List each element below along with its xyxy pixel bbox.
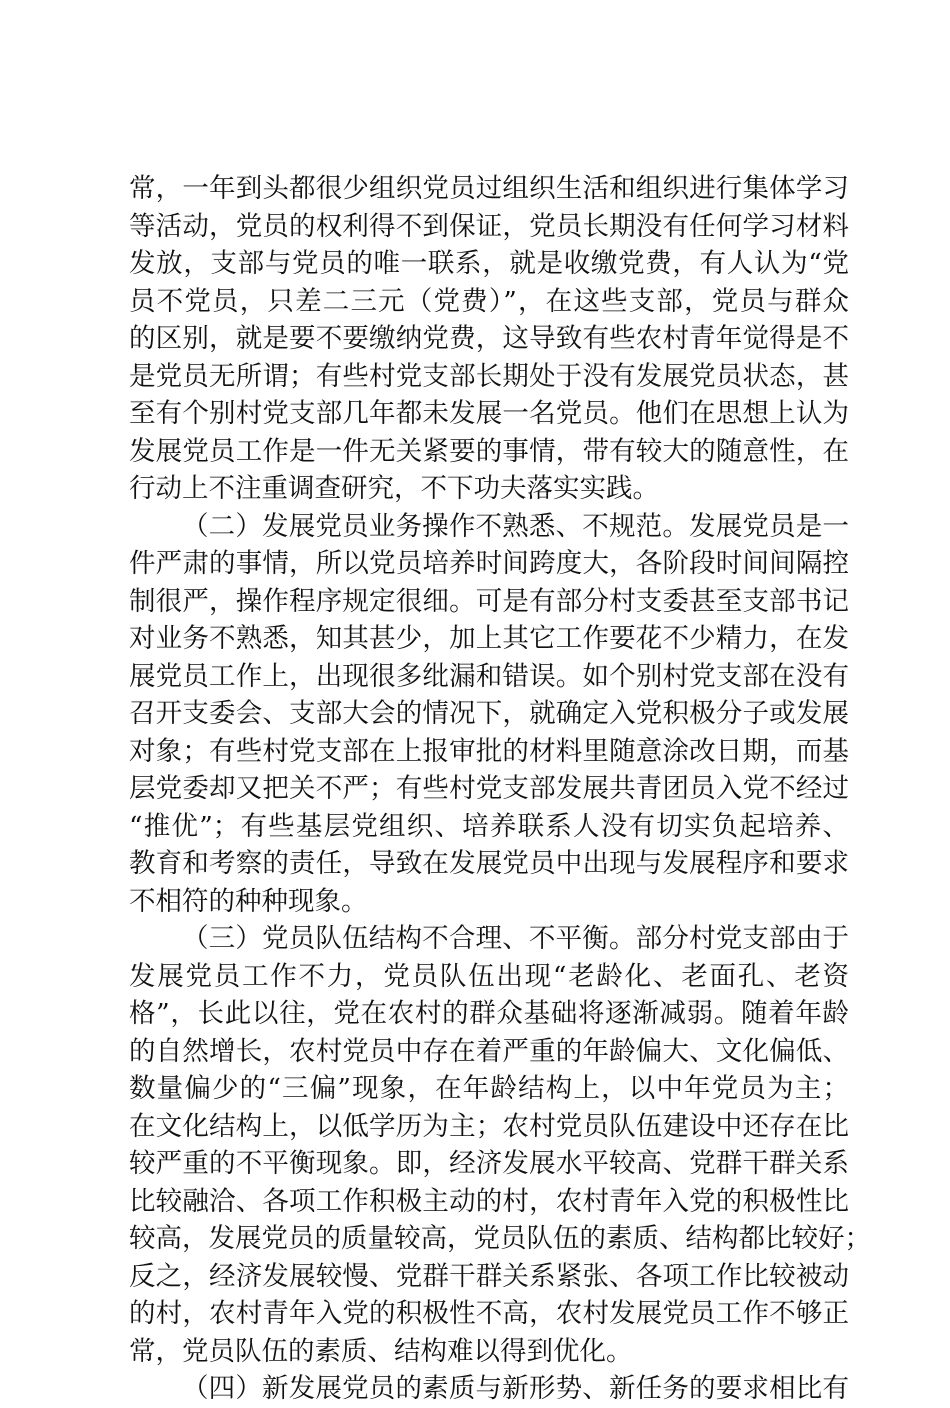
text-line: 发展党员工作是一件无关紧要的事情，带有较大的随意性，在	[129, 435, 849, 467]
text-line: 的村，农村青年入党的积极性不高，农村发展党员工作不够正	[129, 1298, 849, 1329]
text-line: 召开支委会、支部大会的情况下，就确定入党积极分子或发展	[129, 698, 849, 729]
text-line: 比较融洽、各项工作积极主动的村，农村青年入党的积极性比	[129, 1185, 849, 1217]
text-line: 员不党员，只差二三元（党费）”，在这些支部，党员与群众	[129, 285, 849, 317]
text-line: 常，党员队伍的素质、结构难以得到优化。	[129, 1335, 633, 1367]
text-line: 对业务不熟悉，知其甚少，加上其它工作要花不少精力，在发	[129, 623, 849, 654]
text-line: （三）党员队伍结构不合理、不平衡。部分村党支部由于	[182, 923, 849, 954]
text-line: 制很严，操作程序规定很细。可是有部分村支委甚至支部书记	[129, 585, 849, 617]
text-line: 展党员工作上，出现很多纰漏和错误。如个别村党支部在没有	[129, 660, 849, 692]
text-line: 层党委却又把关不严；有些村党支部发展共青团员入党不经过	[129, 773, 849, 804]
text-line: （二）发展党员业务操作不熟悉、不规范。发展党员是一	[182, 510, 849, 542]
text-line: 是党员无所谓；有些村党支部长期处于没有发展党员状态，甚	[129, 360, 849, 392]
text-line: 发放，支部与党员的唯一联系，就是收缴党费，有人认为“党	[129, 248, 849, 279]
text-line: 格”，长此以往，党在农村的群众基础将逐渐减弱。随着年龄	[129, 998, 849, 1029]
text-line: 数量偏少的“三偏”现象，在年龄结构上，以中年党员为主；	[129, 1073, 849, 1104]
document-body-text	[129, 170, 871, 1408]
text-line: 在文化结构上，以低学历为主；农村党员队伍建设中还存在比	[129, 1110, 849, 1142]
text-line: 的区别，就是要不要缴纳党费，这导致有些农村青年觉得是不	[129, 323, 849, 354]
text-line: 较高，发展党员的质量较高，党员队伍的素质、结构都比较好；	[129, 1223, 871, 1254]
text-line: 对象；有些村党支部在上报审批的材料里随意涂改日期，而基	[129, 735, 849, 767]
text-line: 发展党员工作不力，党员队伍出现“老龄化、老面孔、老资	[129, 960, 849, 992]
text-line: 等活动，党员的权利得不到保证，党员长期没有任何学习材料	[129, 210, 849, 242]
text-line: 件严肃的事情，所以党员培养时间跨度大，各阶段时间间隔控	[129, 548, 849, 579]
text-line: 教育和考察的责任，导致在发展党员中出现与发展程序和要求	[129, 848, 849, 879]
text-line: （四）新发展党员的素质与新形势、新任务的要求相比有	[182, 1373, 849, 1404]
text-line: 的自然增长，农村党员中存在着严重的年龄偏大、文化偏低、	[129, 1035, 849, 1067]
text-line: “推优”；有些基层党组织、培养联系人没有切实负起培养、	[129, 810, 849, 842]
text-line: 反之，经济发展较慢、党群干群关系紧张、各项工作比较被动	[129, 1260, 849, 1292]
text-line: 行动上不注重调查研究，不下功夫落实实践。	[129, 473, 659, 504]
text-line: 常，一年到头都很少组织党员过组织生活和组织进行集体学习	[129, 173, 849, 204]
text-line: 至有个别村党支部几年都未发展一名党员。他们在思想上认为	[129, 398, 849, 429]
text-line: 不相符的种种现象。	[129, 885, 368, 917]
text-line: 较严重的不平衡现象。即，经济发展水平较高、党群干群关系	[129, 1148, 849, 1179]
